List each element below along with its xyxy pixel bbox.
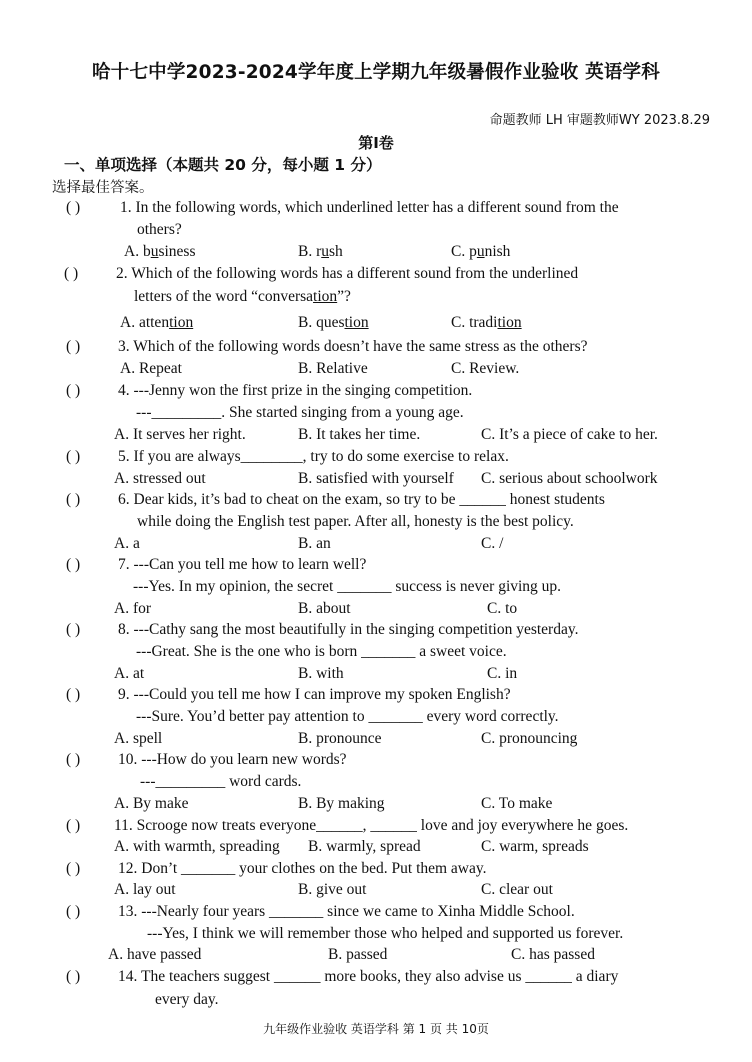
option-c: C. warm, spreads [481,838,589,855]
answer-blank[interactable]: ( ) [66,751,81,768]
question-stem-cont: ---_________ word cards. [140,773,302,790]
answer-blank[interactable]: ( ) [66,556,81,573]
exam-title: 哈十七中学2023-2024学年度上学期九年级暑假作业验收 英语学科 [92,62,660,83]
option-c: C. It’s a piece of cake to her. [481,426,658,443]
answer-blank[interactable]: ( ) [66,903,81,920]
question-stem-cont: ---Yes, I think we will remember those who helped and supported us forever. [147,925,624,942]
option-a: A. at [114,665,145,682]
option-a: A. a [114,535,140,552]
question-stem-cont: ---_________. She started singing from a young age. [136,404,464,421]
answer-blank[interactable]: ( ) [66,448,81,465]
option-a: A. Repeat [120,360,182,377]
option-b: B. an [298,535,331,552]
question-stem: 9. ---Could you tell me how I can improve my spoken English? [118,686,511,703]
option-a: A. have passed [108,946,202,963]
answer-blank[interactable]: ( ) [66,968,81,985]
option-c: C. in [487,665,518,682]
option-b: B. with [298,665,344,682]
question-stem: 13. ---Nearly four years _______ since we came to Xinha Middle School. [118,903,575,920]
option-c: C. tradition [451,314,522,331]
answer-blank[interactable]: ( ) [66,491,81,508]
option-c: C. pronouncing [481,730,578,747]
answer-blank[interactable]: ( ) [66,686,81,703]
question-stem: 11. Scrooge now treats everyone______, ______ love and joy everywhere he goes. [114,817,629,834]
answer-blank[interactable]: ( ) [66,199,81,216]
option-a: A. spell [114,730,163,747]
question-stem: 14. The teachers suggest ______ more books, they also advise us ______ a diary [118,968,619,985]
option-b: B. give out [298,881,367,898]
teacher-info: 命题教师 LH 审题教师WY 2023.8.29 [489,113,710,128]
section-instruction: 选择最佳答案。 [52,180,154,196]
option-b: B. about [298,600,351,617]
option-c: C. has passed [511,946,595,963]
option-a: A. business [124,243,196,260]
answer-blank[interactable]: ( ) [66,621,81,638]
option-a: A. for [114,600,152,617]
answer-blank[interactable]: ( ) [66,338,81,355]
option-b: B. pronounce [298,730,382,747]
option-c: C. To make [481,795,553,812]
answer-blank[interactable]: ( ) [66,382,81,399]
option-b: B. question [298,314,369,331]
question-stem: 10. ---How do you learn new words? [118,751,347,768]
option-b: B. Relative [298,360,368,377]
option-b: B. It takes her time. [298,426,421,443]
question-stem: 5. If you are always________, try to do some exercise to relax. [118,448,509,465]
question-stem-cont: others? [137,221,182,238]
option-c: C. / [481,535,504,552]
option-c: C. to [487,600,518,617]
option-a: A. with warmth, spreading [114,838,280,855]
question-stem: 6. Dear kids, it’s bad to cheat on the exam, so try to be ______ honest students [118,491,605,508]
option-c: C. punish [451,243,511,260]
question-stem-cont: ---Great. She is the one who is born _______ a sweet voice. [136,643,507,660]
option-b: B. satisfied with yourself [298,470,454,487]
option-a: A. stressed out [114,470,206,487]
option-b: B. warmly, spread [308,838,421,855]
question-stem-cont: while doing the English test paper. After all, honesty is the best policy. [137,513,574,530]
answer-blank[interactable]: ( ) [66,860,81,877]
question-stem: 12. Don’t _______ your clothes on the bed. Put them away. [118,860,487,877]
option-b: B. rush [298,243,343,260]
question-stem-cont: ---Sure. You’d better pay attention to _______ every word correctly. [136,708,559,725]
option-b: B. passed [328,946,388,963]
option-a: A. By make [114,795,189,812]
section-heading: 一、单项选择（本题共 20 分，每小题 1 分） [64,156,382,174]
question-stem-cont: every day. [155,991,219,1008]
question-stem: 1. In the following words, which underlined letter has a different sound from the [120,199,619,216]
option-b: B. By making [298,795,385,812]
answer-blank[interactable]: ( ) [66,817,81,834]
option-a: A. lay out [114,881,176,898]
question-stem: 7. ---Can you tell me how to learn well? [118,556,367,573]
page-footer: 九年级作业验收 英语学科 第 1 页 共 10页 [263,1022,489,1036]
question-stem-cont: letters of the word “conversation”? [134,288,351,305]
option-c: C. serious about schoolwork [481,470,658,487]
question-stem: 8. ---Cathy sang the most beautifully in the singing competition yesterday. [118,621,579,638]
question-stem: 3. Which of the following words doesn’t have the same stress as the others? [118,338,588,355]
option-c: C. clear out [481,881,553,898]
question-stem: 2. Which of the following words has a different sound from the underlined [116,265,579,282]
option-c: C. Review. [451,360,520,377]
volume-label: 第I卷 [358,134,394,152]
question-stem-cont: ---Yes. In my opinion, the secret _______ success is never giving up. [133,578,562,595]
option-a: A. It serves her right. [114,426,246,443]
option-a: A. attention [120,314,194,331]
answer-blank[interactable]: ( ) [64,265,79,282]
question-stem: 4. ---Jenny won the first prize in the singing competition. [118,382,473,399]
